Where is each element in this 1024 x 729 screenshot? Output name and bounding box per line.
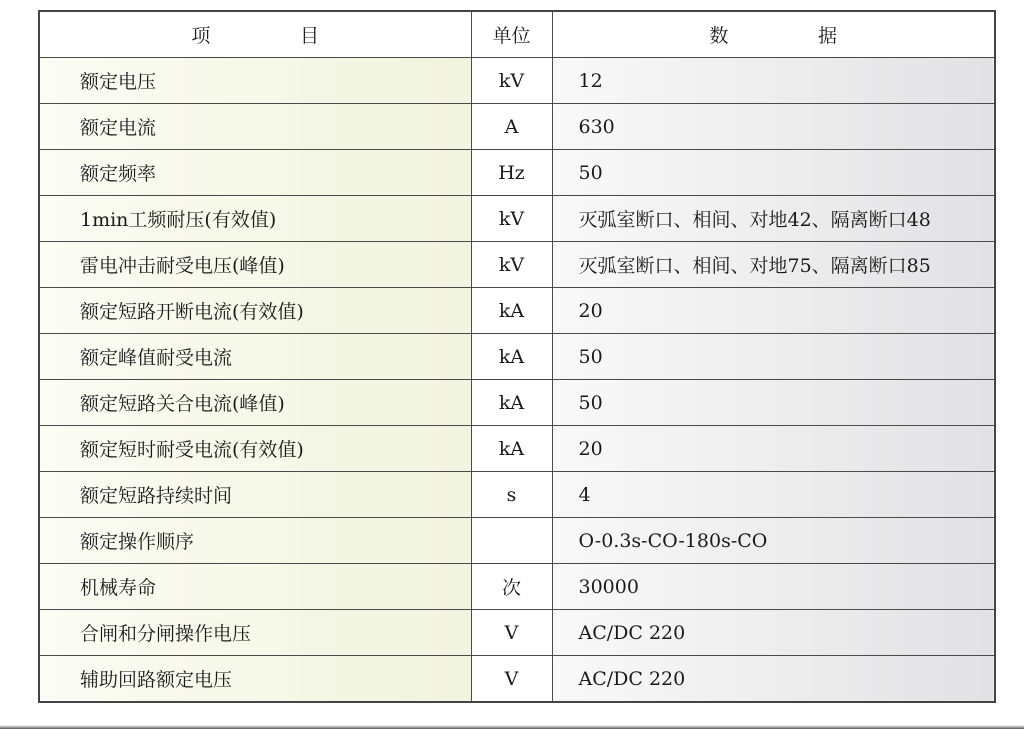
cell-item: 额定短路持续时间: [39, 472, 471, 518]
cell-item: 1min工频耐压(有效值): [39, 196, 471, 242]
cell-value: 灭弧室断口、相间、对地42、隔离断口48: [552, 196, 995, 242]
cell-unit: kA: [471, 380, 552, 426]
cell-item: 额定峰值耐受电流: [39, 334, 471, 380]
cell-unit: V: [471, 610, 552, 656]
cell-value: AC/DC 220: [552, 656, 995, 703]
cell-item: 额定短时耐受电流(有效值): [39, 426, 471, 472]
cell-value: 20: [552, 288, 995, 334]
cell-unit: kV: [471, 196, 552, 242]
table-row: [39, 564, 995, 610]
cell-unit: Hz: [471, 150, 552, 196]
cell-unit: [471, 518, 552, 564]
cell-unit: A: [471, 104, 552, 150]
cell-unit: V: [471, 656, 552, 703]
table-row: [39, 380, 995, 426]
table-row: [39, 656, 995, 703]
cell-item: 额定短路开断电流(有效值): [39, 288, 471, 334]
cell-value: 4: [552, 472, 995, 518]
cell-item: 机械寿命: [39, 564, 471, 610]
table-row: [39, 242, 995, 288]
cell-value: 50: [552, 380, 995, 426]
cell-item: 雷电冲击耐受电压(峰值): [39, 242, 471, 288]
cell-value: O-0.3s-CO-180s-CO: [552, 518, 995, 564]
cell-unit: kA: [471, 288, 552, 334]
cell-value: AC/DC 220: [552, 610, 995, 656]
cell-value: 50: [552, 334, 995, 380]
table-row: [39, 426, 995, 472]
table-row: [39, 334, 995, 380]
cell-value: 20: [552, 426, 995, 472]
header-row: [39, 11, 995, 58]
spec-table: [38, 10, 996, 703]
table-row: [39, 610, 995, 656]
cell-item: 额定短路关合电流(峰值): [39, 380, 471, 426]
cell-value: 30000: [552, 564, 995, 610]
cell-value: 灭弧室断口、相间、对地75、隔离断口85: [552, 242, 995, 288]
table-row: [39, 150, 995, 196]
header-item: 项 目: [39, 11, 471, 58]
cell-item: 额定电压: [39, 58, 471, 104]
cell-unit: s: [471, 472, 552, 518]
header-data: 数 据: [552, 11, 995, 58]
cell-unit: kV: [471, 242, 552, 288]
cell-unit: kA: [471, 334, 552, 380]
cell-unit: kV: [471, 58, 552, 104]
table-row: [39, 472, 995, 518]
cell-item: 合闸和分闸操作电压: [39, 610, 471, 656]
table-row: [39, 518, 995, 564]
cell-value: 12: [552, 58, 995, 104]
table-row: [39, 104, 995, 150]
header-unit: 单位: [471, 11, 552, 58]
cell-unit: kA: [471, 426, 552, 472]
cell-unit: 次: [471, 564, 552, 610]
cell-value: 50: [552, 150, 995, 196]
table-row: [39, 288, 995, 334]
cell-item: 辅助回路额定电压: [39, 656, 471, 703]
bottom-rule: [0, 725, 1024, 729]
cell-item: 额定频率: [39, 150, 471, 196]
cell-value: 630: [552, 104, 995, 150]
table-row: [39, 58, 995, 104]
cell-item: 额定电流: [39, 104, 471, 150]
cell-item: 额定操作顺序: [39, 518, 471, 564]
table-row: [39, 196, 995, 242]
